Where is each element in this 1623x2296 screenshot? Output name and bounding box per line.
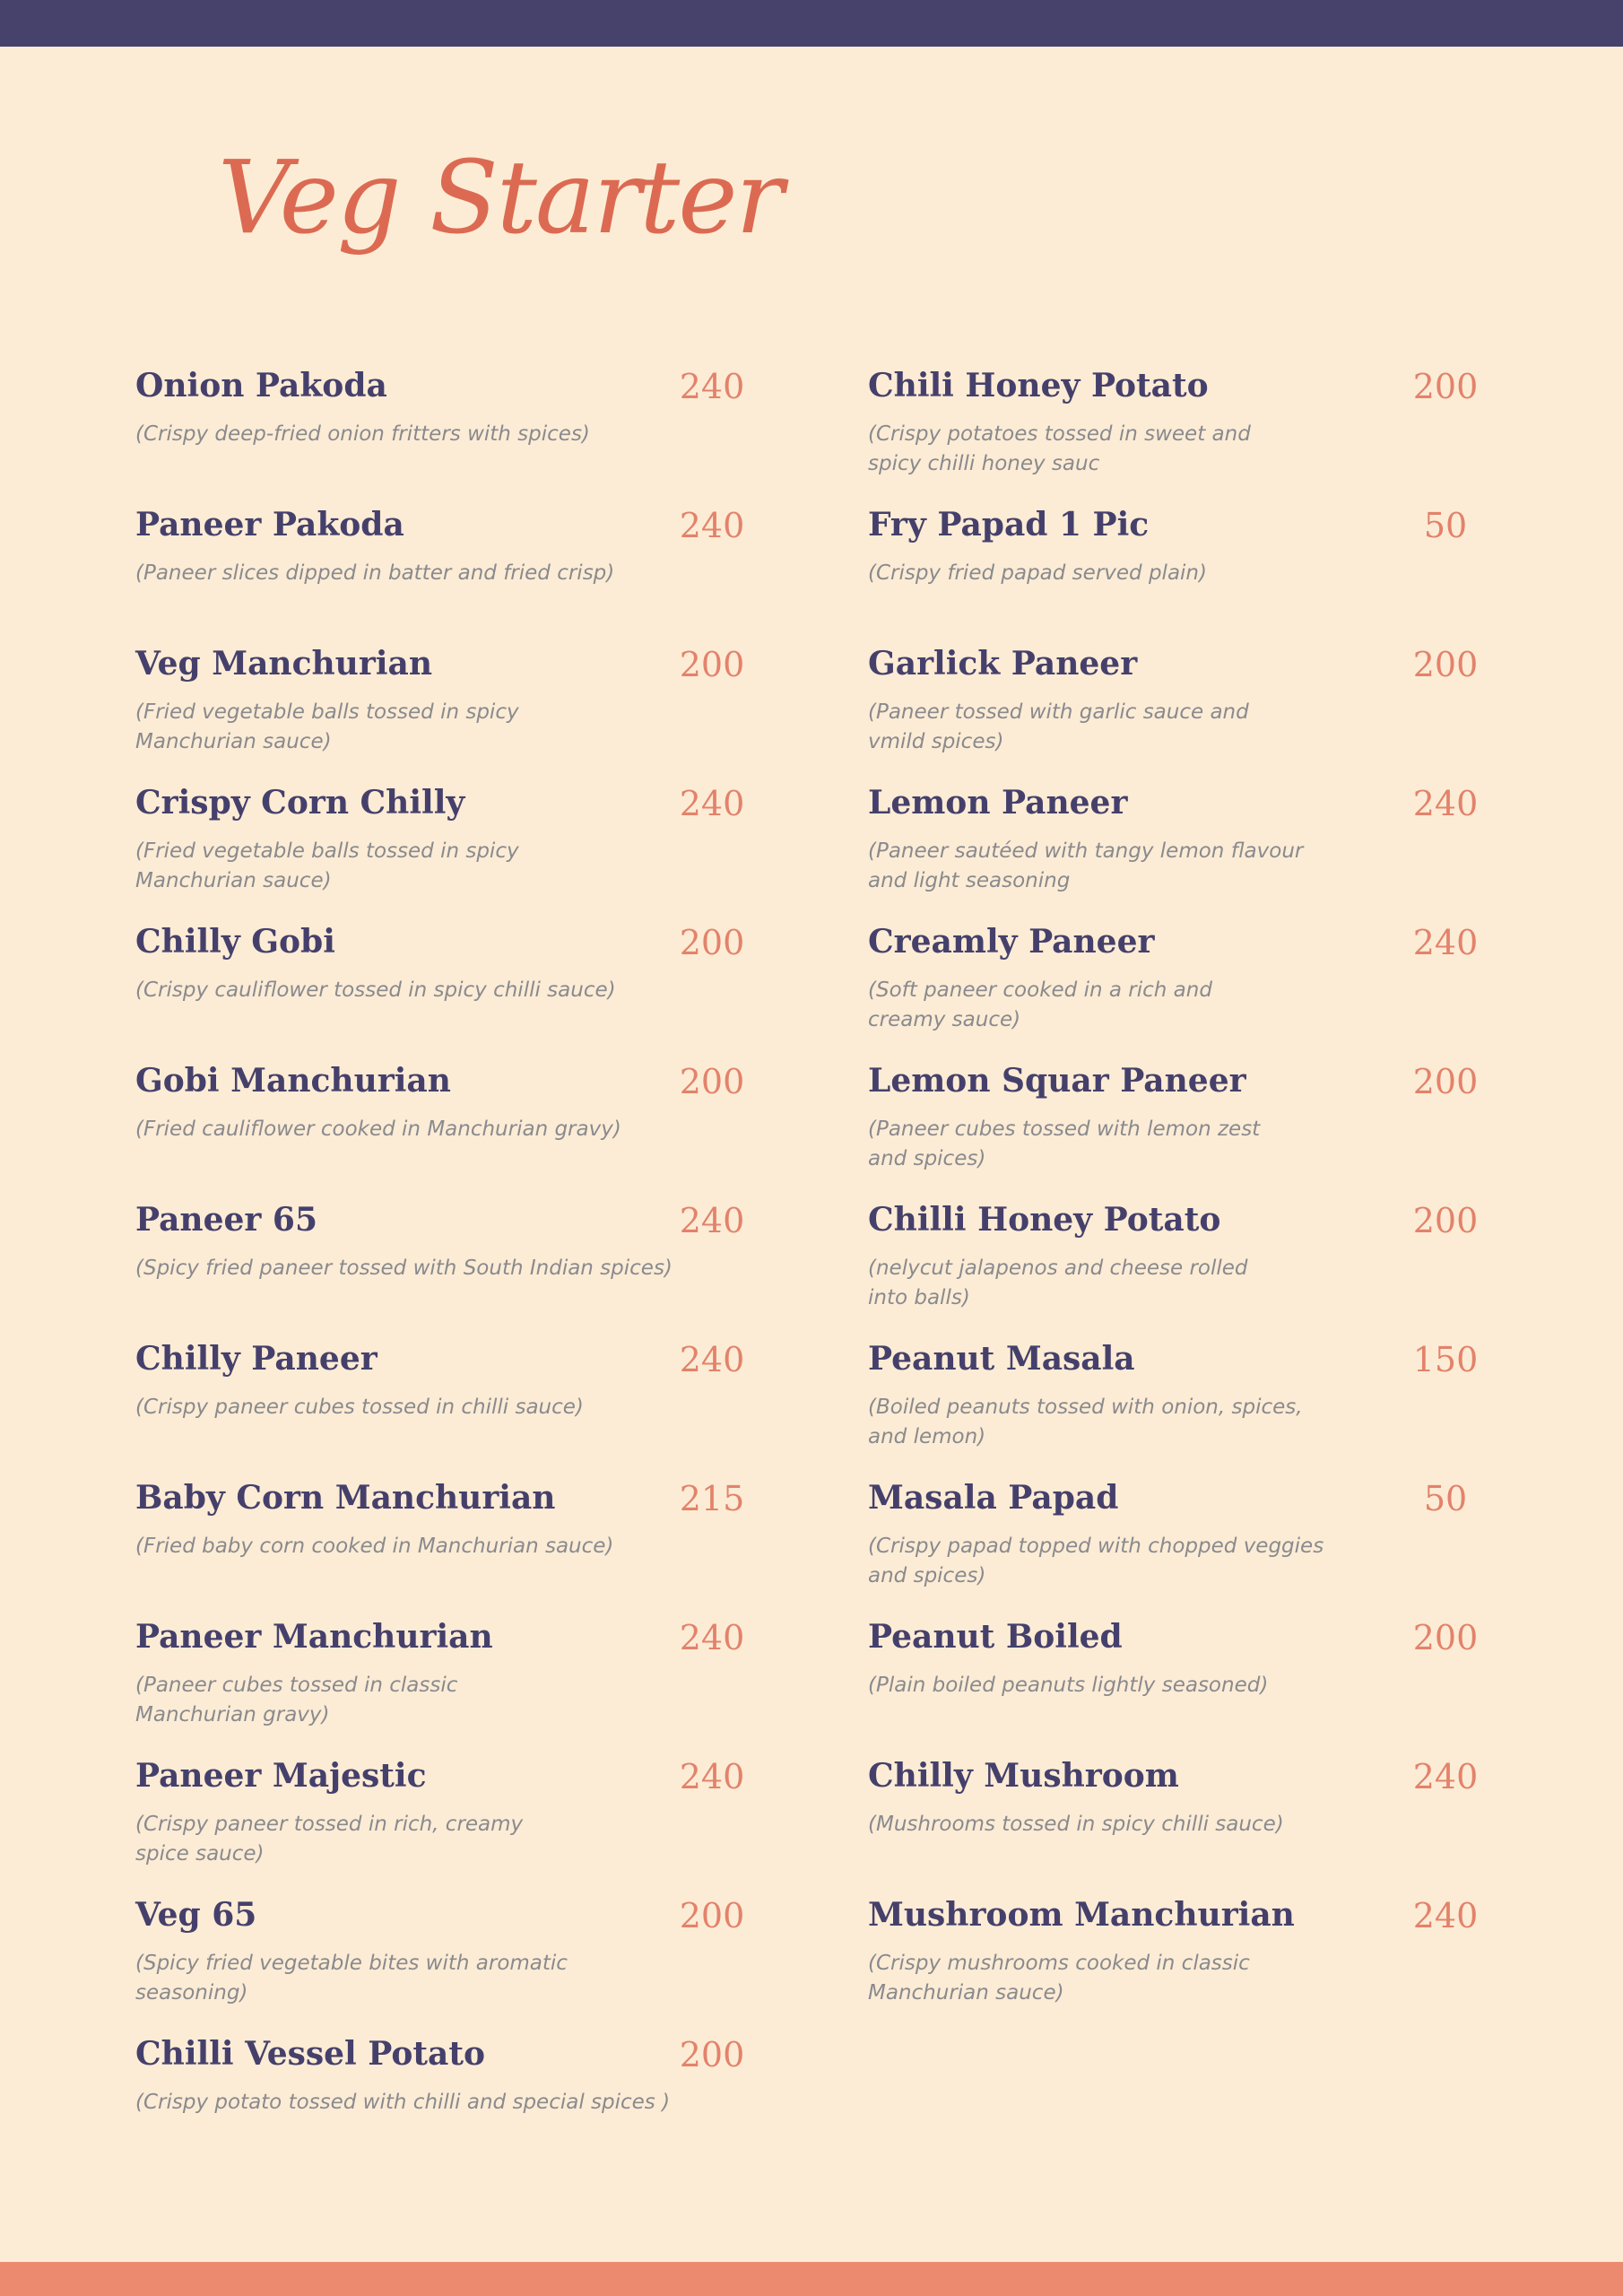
menu-item-name: Fry Papad 1 Pic bbox=[868, 506, 1150, 544]
menu-item bbox=[868, 915, 1496, 1054]
menu-item-price: 240 bbox=[679, 1340, 745, 1379]
menu-item-description: (Crispy potato tossed with chilli and special spices ) bbox=[135, 2091, 671, 2114]
menu-item-description: (Crispy cauliflower tossed in spicy chilli sauce) bbox=[135, 978, 616, 1002]
menu-item-description: (Soft paneer cooked in a rich and creamy sauce) bbox=[868, 978, 1212, 1031]
menu-item-description: (Paneer sautéed with tangy lemon flavour and light seasoning bbox=[868, 839, 1304, 892]
menu-item-description: (Spicy fried paneer tossed with South Indian spices) bbox=[135, 1257, 673, 1280]
menu-item-name: Lemon Paneer bbox=[868, 784, 1128, 822]
menu-item bbox=[868, 776, 1496, 915]
page-title: Veg Starter bbox=[218, 140, 783, 257]
menu-item bbox=[135, 1332, 763, 1471]
menu-item-price: 240 bbox=[1412, 1896, 1479, 1935]
menu-item-description: (Mushrooms tossed in spicy chilli sauce) bbox=[868, 1813, 1284, 1836]
menu-item-name: Creamly Paneer bbox=[868, 923, 1155, 961]
menu-item-name: Paneer Manchurian bbox=[135, 1618, 493, 1656]
menu-item-price: 200 bbox=[1412, 1201, 1479, 1240]
menu-item-name: Crispy Corn Chilly bbox=[135, 784, 465, 822]
menu-item-description: (Paneer slices dipped in batter and fried crisp) bbox=[135, 561, 615, 585]
menu-item-price: 240 bbox=[679, 367, 745, 406]
menu-item-name: Chilly Gobi bbox=[135, 923, 335, 961]
menu-item-description: (Spicy fried vegetable bites with aromatic seasoning) bbox=[135, 1952, 568, 2005]
menu-item-price: 240 bbox=[1412, 923, 1479, 962]
menu-item-name: Chilly Paneer bbox=[135, 1340, 378, 1378]
menu-item-price: 240 bbox=[679, 1201, 745, 1240]
menu-item-price: 200 bbox=[679, 2035, 745, 2074]
menu-item-description: (Crispy fried papad served plain) bbox=[868, 561, 1207, 585]
menu-item-description: (Fried baby corn cooked in Manchurian sauce) bbox=[135, 1535, 614, 1558]
menu-item-name: Chili Honey Potato bbox=[868, 367, 1209, 404]
menu-item-price: 240 bbox=[679, 506, 745, 545]
menu-item bbox=[868, 1054, 1496, 1193]
menu-item-description: (Fried vegetable balls tossed in spicy Manchurian sauce) bbox=[135, 839, 519, 892]
menu-item-name: Chilli Honey Potato bbox=[868, 1201, 1221, 1239]
menu-item-price: 240 bbox=[1412, 784, 1479, 823]
menu-item-name: Baby Corn Manchurian bbox=[135, 1479, 556, 1517]
menu-item-name: Masala Papad bbox=[868, 1479, 1119, 1517]
menu-item bbox=[135, 359, 763, 498]
menu-item bbox=[135, 498, 763, 637]
menu-item bbox=[868, 1610, 1496, 1749]
menu-item-price: 50 bbox=[1423, 506, 1468, 545]
menu-item-name: Garlick Paneer bbox=[868, 645, 1138, 683]
menu-item bbox=[868, 637, 1496, 776]
menu-item bbox=[868, 1888, 1496, 2027]
menu-item-description: (Crispy paneer cubes tossed in chilli sauce) bbox=[135, 1396, 584, 1419]
menu-item-price: 215 bbox=[679, 1479, 745, 1518]
menu-item-description: (Crispy paneer tossed in rich, creamy spice sauce) bbox=[135, 1813, 524, 1866]
menu-item bbox=[135, 915, 763, 1054]
menu-item-price: 150 bbox=[1412, 1340, 1479, 1379]
menu-item-description: (Paneer tossed with garlic sauce and vmild spices) bbox=[868, 700, 1249, 753]
menu-item-description: (Paneer cubes tossed in classic Manchurian gravy) bbox=[135, 1674, 458, 1726]
menu-item-name: Gobi Manchurian bbox=[135, 1062, 451, 1100]
menu-item-description: (Plain boiled peanuts lightly seasoned) bbox=[868, 1674, 1269, 1697]
menu-item-description: (Crispy papad topped with chopped veggies and spices) bbox=[868, 1535, 1324, 1587]
menu-item bbox=[135, 637, 763, 776]
menu-item-description: (Crispy mushrooms cooked in classic Manchurian sauce) bbox=[868, 1952, 1250, 2005]
menu-item-name: Onion Pakoda bbox=[135, 367, 387, 404]
menu-item bbox=[135, 1193, 763, 1332]
menu-column-right bbox=[868, 359, 1496, 2027]
menu-item-price: 240 bbox=[679, 784, 745, 823]
menu-item-price: 200 bbox=[679, 923, 745, 962]
menu-item-price: 200 bbox=[1412, 1062, 1479, 1101]
top-decorative-bar bbox=[0, 0, 1623, 47]
menu-item-price: 200 bbox=[1412, 1618, 1479, 1657]
menu-item-description: (Fried cauliflower cooked in Manchurian gravy) bbox=[135, 1118, 621, 1141]
menu-item bbox=[135, 1610, 763, 1749]
menu-item bbox=[868, 359, 1496, 498]
menu-item bbox=[135, 776, 763, 915]
menu-item-description: (Paneer cubes tossed with lemon zest and spices) bbox=[868, 1118, 1261, 1170]
menu-item-price: 200 bbox=[679, 645, 745, 684]
menu-item-price: 240 bbox=[679, 1618, 745, 1657]
menu-item-name: Paneer 65 bbox=[135, 1201, 318, 1239]
menu-item-price: 200 bbox=[1412, 367, 1479, 406]
bottom-decorative-bar bbox=[0, 2262, 1623, 2296]
menu-item-price: 200 bbox=[679, 1896, 745, 1935]
menu-item bbox=[868, 498, 1496, 637]
menu-item-name: Lemon Squar Paneer bbox=[868, 1062, 1246, 1100]
menu-item-description: (nelycut jalapenos and cheese rolled into balls) bbox=[868, 1257, 1248, 1309]
menu-item-name: Peanut Boiled bbox=[868, 1618, 1123, 1656]
menu-item-price: 50 bbox=[1423, 1479, 1468, 1518]
menu-item-description: (Crispy potatoes tossed in sweet and spicy chilli honey sauc bbox=[868, 422, 1251, 475]
menu-item-description: (Fried vegetable balls tossed in spicy Manchurian sauce) bbox=[135, 700, 519, 753]
menu-item bbox=[135, 1749, 763, 1888]
menu-item-description: (Boiled peanuts tossed with onion, spices, and lemon) bbox=[868, 1396, 1303, 1448]
menu-item-name: Chilli Vessel Potato bbox=[135, 2035, 485, 2073]
menu-item-name: Veg Manchurian bbox=[135, 645, 432, 683]
menu-item-price: 200 bbox=[679, 1062, 745, 1101]
menu-item bbox=[868, 1193, 1496, 1332]
menu-item-price: 240 bbox=[679, 1757, 745, 1796]
menu-item bbox=[135, 1888, 763, 2027]
menu-item bbox=[868, 1332, 1496, 1471]
menu-item-name: Paneer Pakoda bbox=[135, 506, 404, 544]
menu-item-name: Peanut Masala bbox=[868, 1340, 1135, 1378]
menu-item bbox=[868, 1471, 1496, 1610]
menu-item-name: Chilly Mushroom bbox=[868, 1757, 1179, 1795]
menu-column-left bbox=[135, 359, 763, 2166]
menu-item bbox=[135, 1054, 763, 1193]
menu-item bbox=[868, 1749, 1496, 1888]
menu-item-name: Veg 65 bbox=[135, 1896, 257, 1934]
menu-item-price: 200 bbox=[1412, 645, 1479, 684]
menu-item-name: Mushroom Manchurian bbox=[868, 1896, 1295, 1934]
menu-item bbox=[135, 2027, 763, 2166]
menu-item-price: 240 bbox=[1412, 1757, 1479, 1796]
menu-item-description: (Crispy deep-fried onion fritters with spices) bbox=[135, 422, 590, 446]
menu-item bbox=[135, 1471, 763, 1610]
menu-item-name: Paneer Majestic bbox=[135, 1757, 427, 1795]
